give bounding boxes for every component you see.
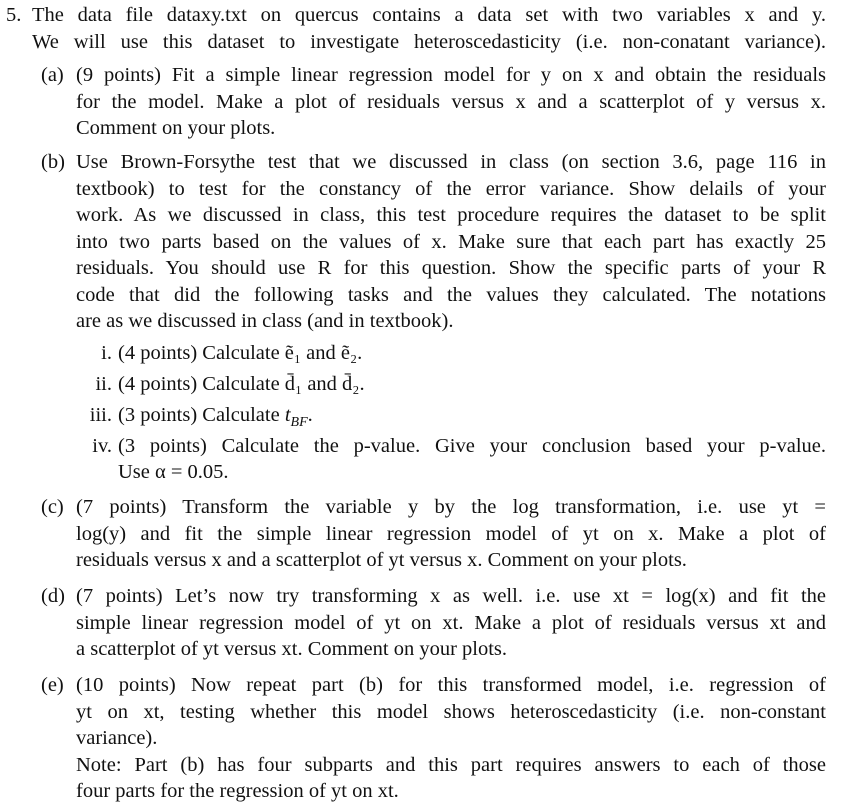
subpart-text-line: (4 points) Calculate ẽ₁ and ẽ₂. — [118, 342, 363, 364]
part-text-line: are as we discussed in class (and in textbook). — [76, 310, 454, 332]
part-text-line: yt on xt, testing whether this model shows heteroscedasticity (i.e. non-constant — [76, 700, 826, 723]
subpart-text-line: (4 points) Calculate d̄₁ and d̄₂. — [118, 373, 365, 395]
part-text-line: Use Brown-Forsythe test that we discussed in class (on section 3.6, page 116 in — [76, 151, 826, 173]
part-text-line: (10 points) Now repeat part (b) for this transformed model, i.e. regression of — [76, 674, 826, 696]
part-text-line: a scatterplot of yt versus xt. Comment on your plots. — [76, 638, 508, 660]
part-label: (c) — [41, 496, 64, 518]
part-text-line: textbook) to test for the constancy of the error variance. Show delails of your — [76, 177, 826, 200]
part-label: (a) — [41, 64, 64, 86]
question-text-line: The data file dataxy.txt on quercus contains a data set with two variables x and y. — [32, 4, 826, 26]
part-text-line: Comment on your plots. — [76, 117, 276, 139]
question-number: 5. — [6, 4, 22, 26]
subpart-text-line: (3 points) Calculate the p-value. Give your conclusion based your p-value. — [118, 435, 826, 457]
part-text-line: work. As we discussed in class, this test procedure requires the dataset to be split — [76, 204, 826, 226]
part-text-line: Note: Part (b) has four subparts and this part requires answers to each of those — [76, 753, 826, 776]
subpart-text-line: (3 points) Calculate $t_{BF}$. — [118, 404, 313, 431]
part-text-line: code that did the following tasks and the values they calculated. The notations — [76, 283, 826, 306]
part-label: (e) — [41, 674, 64, 696]
part-text-line: four parts for the regression of yt on xt. — [76, 780, 399, 802]
part-text-line: into two parts based on the values of x. Make sure that each part has exactly 25 — [76, 230, 826, 253]
subpart-label: ii. — [95, 373, 112, 395]
part-text-line: variance). — [76, 727, 158, 749]
part-text-line: (9 points) Fit a simple linear regression model for y on x and obtain the residuals — [76, 64, 826, 86]
subpart-text-line: Use α = 0.05. — [118, 461, 229, 483]
subpart-label: iv. — [92, 435, 112, 457]
subpart-label: iii. — [89, 404, 112, 426]
part-label: (d) — [41, 585, 65, 607]
part-text-line: simple linear regression model of yt on xt. Make a plot of residuals versus xt and — [76, 611, 826, 634]
part-text-line: for the model. Make a plot of residuals versus x and a scatterplot of y versus x. — [76, 90, 826, 113]
part-text-line: (7 points) Transform the variable y by the log transformation, i.e. use yt = — [76, 496, 826, 518]
part-text-line: residuals versus x and a scatterplot of yt versus x. Comment on your plots. — [76, 549, 687, 571]
part-text-line: log(y) and fit the simple linear regression model of yt on x. Make a plot of — [76, 522, 826, 545]
question-text-line: We will use this dataset to investigate heteroscedasticity (i.e. non-conatant variance). — [32, 30, 826, 53]
subpart-label: i. — [101, 342, 112, 364]
part-label: (b) — [41, 151, 65, 173]
part-text-line: (7 points) Let’s now try transforming x as well. i.e. use xt = log(x) and fit the — [76, 585, 826, 607]
part-text-line: residuals. You should use R for this question. Show the specific parts of your R — [76, 257, 826, 279]
